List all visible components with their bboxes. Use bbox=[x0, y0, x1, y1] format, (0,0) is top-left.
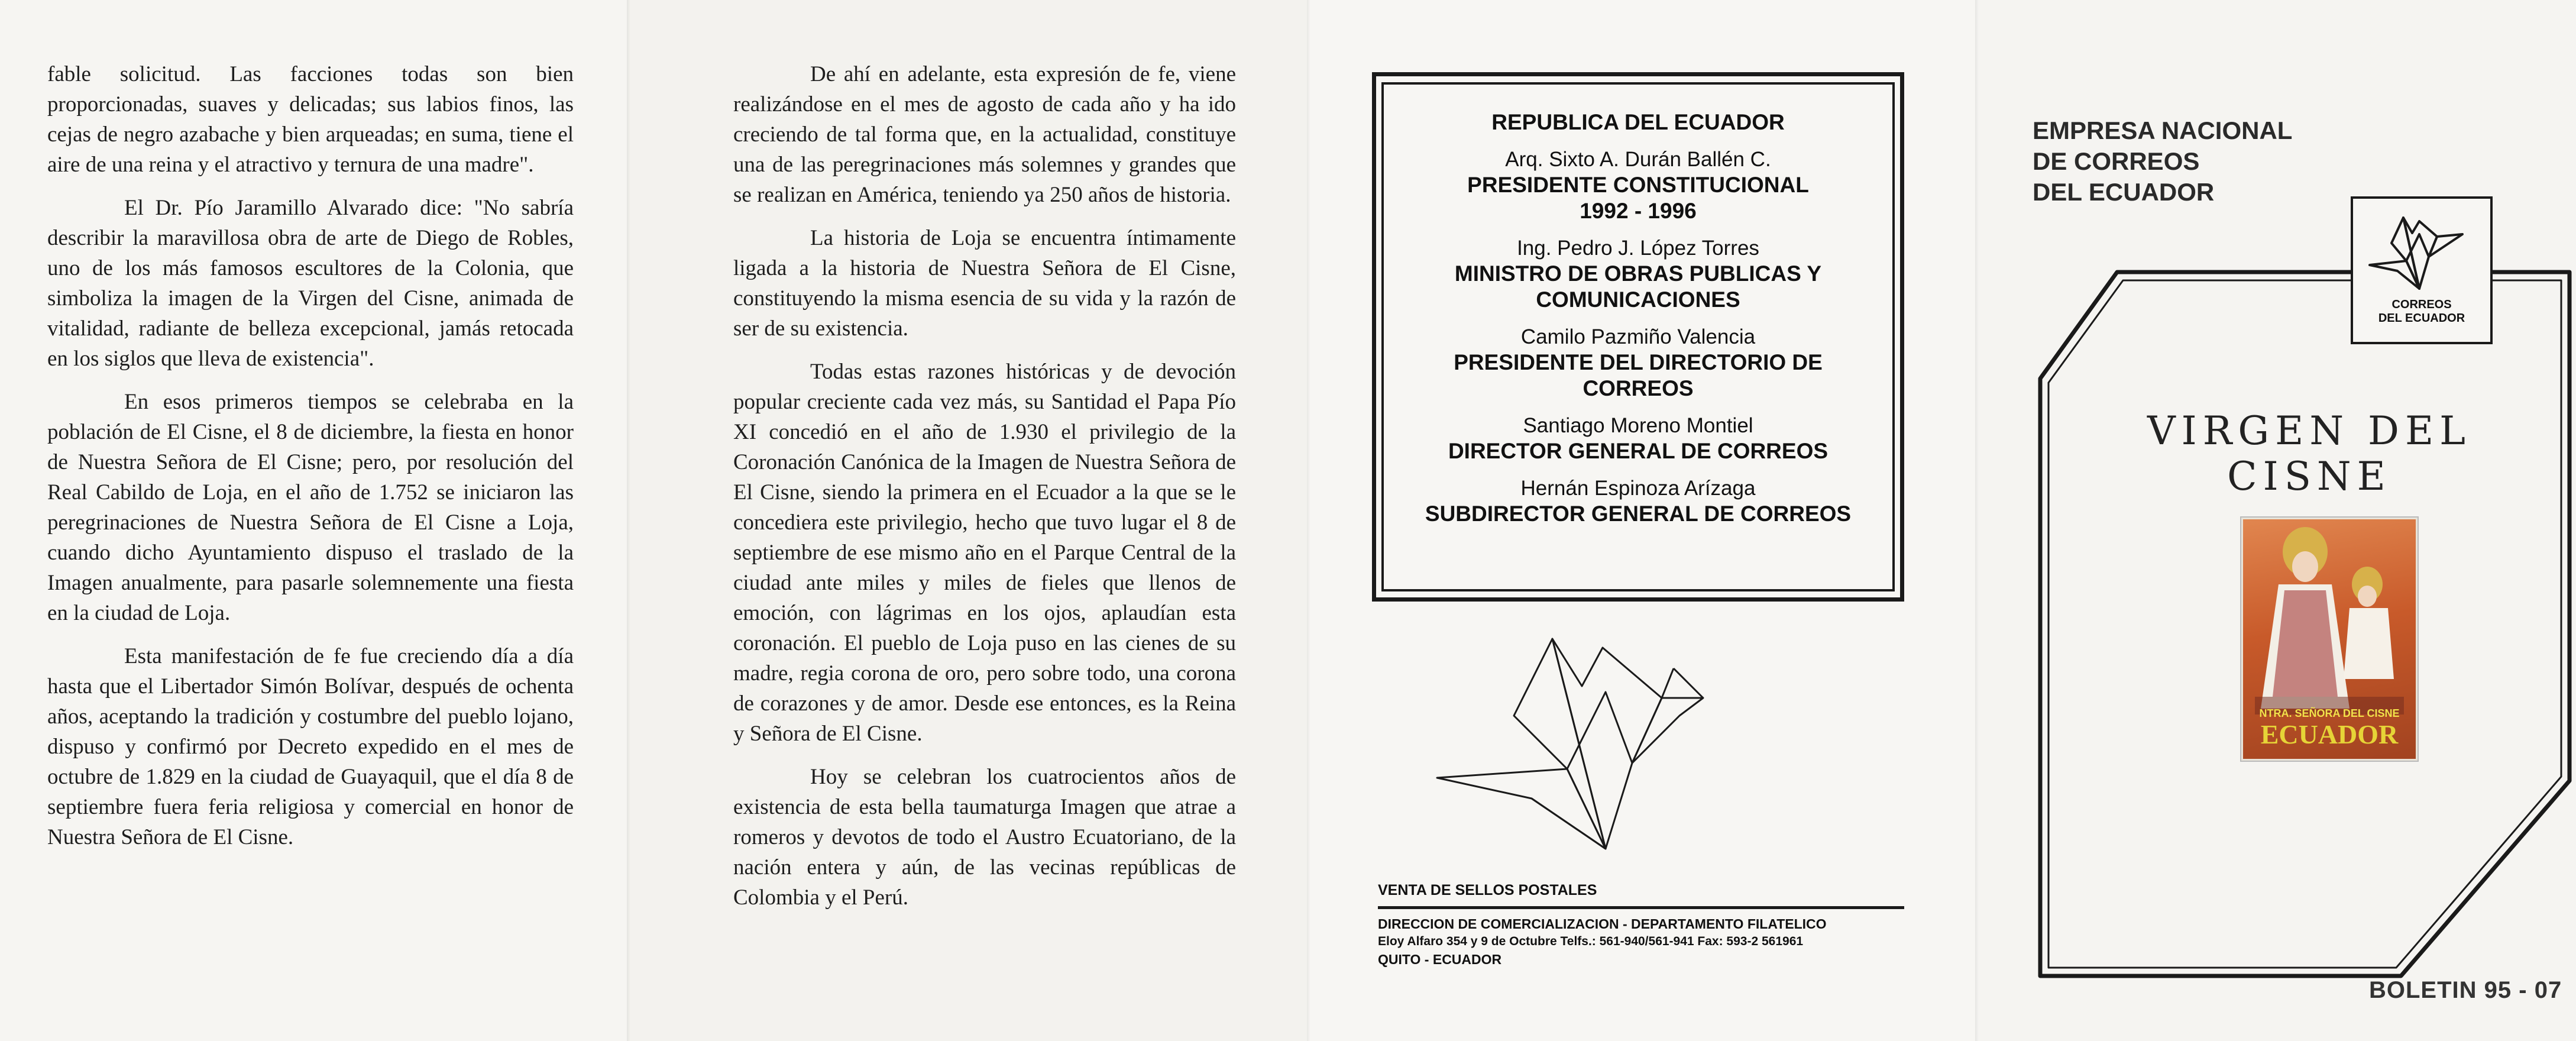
official-title: PRESIDENTE CONSTITUCIONAL bbox=[1467, 173, 1809, 197]
official-name: Hernán Espinoza Arízaga bbox=[1520, 477, 1756, 500]
address-line: Eloy Alfaro 354 y 9 de Octubre Telfs.: 561-940/561-941 Fax: 593-2 561961 bbox=[1378, 935, 1804, 948]
origami-bird-icon bbox=[1425, 621, 1827, 858]
address-line: DIRECCION DE COMERCIALIZACION - DEPARTAMENTO FILATELICO bbox=[1378, 916, 1827, 932]
postage-stamp bbox=[2241, 518, 2418, 761]
company-line: DE CORREOS bbox=[2033, 147, 2200, 175]
address-line: QUITO - ECUADOR bbox=[1378, 952, 1502, 967]
official-name: Santiago Moreno Montiel bbox=[1523, 414, 1753, 437]
official-name: Camilo Pazmiño Valencia bbox=[1520, 325, 1756, 348]
official-name: Ing. Pedro J. López Torres bbox=[1517, 237, 1759, 260]
sales-title: VENTA DE SELLOS POSTALES bbox=[1378, 882, 1597, 898]
fold-line bbox=[1975, 0, 1979, 1041]
divider bbox=[1378, 906, 1904, 909]
credits-heading: REPUBLICA DEL ECUADOR bbox=[1491, 110, 1785, 134]
paragraph: Esta manifestación de fe fue creciendo día a día hasta que el Libertador Simón Bolívar, después de ochenta años, aceptando la tradición y costumbre del pueblo lojano, dispuso y confirmó por Decreto expedido en el mes de octubre de 1.829 en la ciudad de Guayaquil, que el día 8 de septiembre fuera feria religiosa y comercial en honor de Nuestra Señora de El Cisne. bbox=[47, 644, 574, 849]
bulletin-number: BOLETIN 95 - 07 bbox=[2369, 977, 2562, 1003]
stamp-caption: NTRA. SEÑORA DEL CISNE bbox=[2259, 707, 2400, 719]
text-column-1 bbox=[47, 59, 574, 865]
official-title: SUBDIRECTOR GENERAL DE CORREOS bbox=[1425, 502, 1852, 526]
fold-line bbox=[1307, 0, 1310, 1041]
logo-text-line: DEL ECUADOR bbox=[2378, 312, 2465, 325]
company-line: EMPRESA NACIONAL bbox=[2033, 117, 2293, 144]
paragraph: En esos primeros tiempos se celebraba en la población de El Cisne, el 8 de diciembre, la fiesta en honor de Nuestra Señora de El Cisne; pero, por resolución del Real Cabildo de Loja, en el año de 1.752 se iniciaron las peregrinaciones de Nuestra Señora de El Cisne a Loja, cuando dicho Ayuntamiento dispuso el traslado de la Imagen anualmente, para pasarle solemnemente una fiesta en la ciudad de Loja. bbox=[47, 390, 574, 625]
official-title: PRESIDENTE DEL DIRECTORIO DE CORREOS bbox=[1454, 350, 1823, 400]
paragraph: El Dr. Pío Jaramillo Alvarado dice: "No sabría describir la maravillosa obra de arte de Diego de Robles, uno de los más famosos escultores de la Colonia, que simboliza la imagen de la Virgen del Cisne, animada de vitalidad, radiante de belleza excepcional, jamás retocada en los siglos que lleva de existencia". bbox=[47, 196, 574, 371]
sales-info bbox=[1378, 881, 1904, 968]
text-column-2 bbox=[733, 59, 1236, 926]
fold-line bbox=[627, 0, 630, 1041]
paragraph: fable solicitud. Las facciones todas son bien proporcionadas, suaves y delicadas; sus labios finos, las cejas de negro azabache y bien arqueadas; en suma, tiene el aire de una reina y el atractivo y ternura de una madre". bbox=[47, 62, 574, 177]
logo-label bbox=[2353, 298, 2490, 325]
official-title: DIRECTOR GENERAL DE CORREOS bbox=[1448, 439, 1829, 463]
official-title: MINISTRO DE OBRAS PUBLICAS Y COMUNICACIONES bbox=[1454, 261, 1822, 312]
paragraph: La historia de Loja se encuentra íntimamente ligada a la historia de Nuestra Señora de El Cisne, constituyendo la misma esencia de su vida y la razón de ser de su existencia. bbox=[733, 226, 1236, 341]
logo-text-line: CORREOS bbox=[2391, 298, 2452, 311]
origami-bird-icon bbox=[2365, 211, 2483, 293]
paragraph: Todas estas razones históricas y de devoción popular creciente cada vez más, su Santidad el Papa Pío XI concedió en el año de 1.930 el privilegio de la Coronación Canónica de la Imagen de Nuestra Señora de El Cisne, siendo la primera en el Ecuador a la que se le concediera este privilegio, hecho que tuvo lugar el 8 de septiembre de ese mismo año en el Parque Central de la ciudad ante miles y miles de fieles que llenos de emoción, con lágrimas en los ojos, aplaudían esta coronación. El pueblo de Loja puso en las cienes de su madre, regia corona de oro, pero sobre todo, una corona de corazones y de amor. Desde ese entonces, es la Reina y Señora de El Cisne. bbox=[733, 360, 1236, 746]
company-line: DEL ECUADOR bbox=[2033, 178, 2215, 206]
official-term: 1992 - 1996 bbox=[1580, 199, 1697, 223]
paragraph: De ahí en adelante, esta expresión de fe, viene realizándose en el mes de agosto de cada año y ha ido creciendo de tal forma que, en la actualidad, constituye una de las peregrinaciones más solemnes y grandes que se realizan en América, teniendo ya 250 años de historia. bbox=[733, 62, 1236, 207]
paragraph: Hoy se celebran los cuatrocientos años de existencia de esta bella taumaturga Imagen que atrae a romeros y devotos de todo el Austro Ecuatoriano, de la nación entera y aún, de las vecinas repúblicas de Colombia y el Perú. bbox=[733, 765, 1236, 910]
official-name: Arq. Sixto A. Durán Ballén C. bbox=[1505, 148, 1771, 171]
company-name bbox=[2033, 115, 2292, 208]
stamp-country: ECUADOR bbox=[2260, 719, 2399, 749]
correos-logo bbox=[2351, 196, 2493, 344]
credits-box bbox=[1381, 82, 1895, 591]
cover-title: VIRGEN DEL CISNE bbox=[2147, 408, 2471, 499]
virgin-image bbox=[2243, 519, 2416, 715]
